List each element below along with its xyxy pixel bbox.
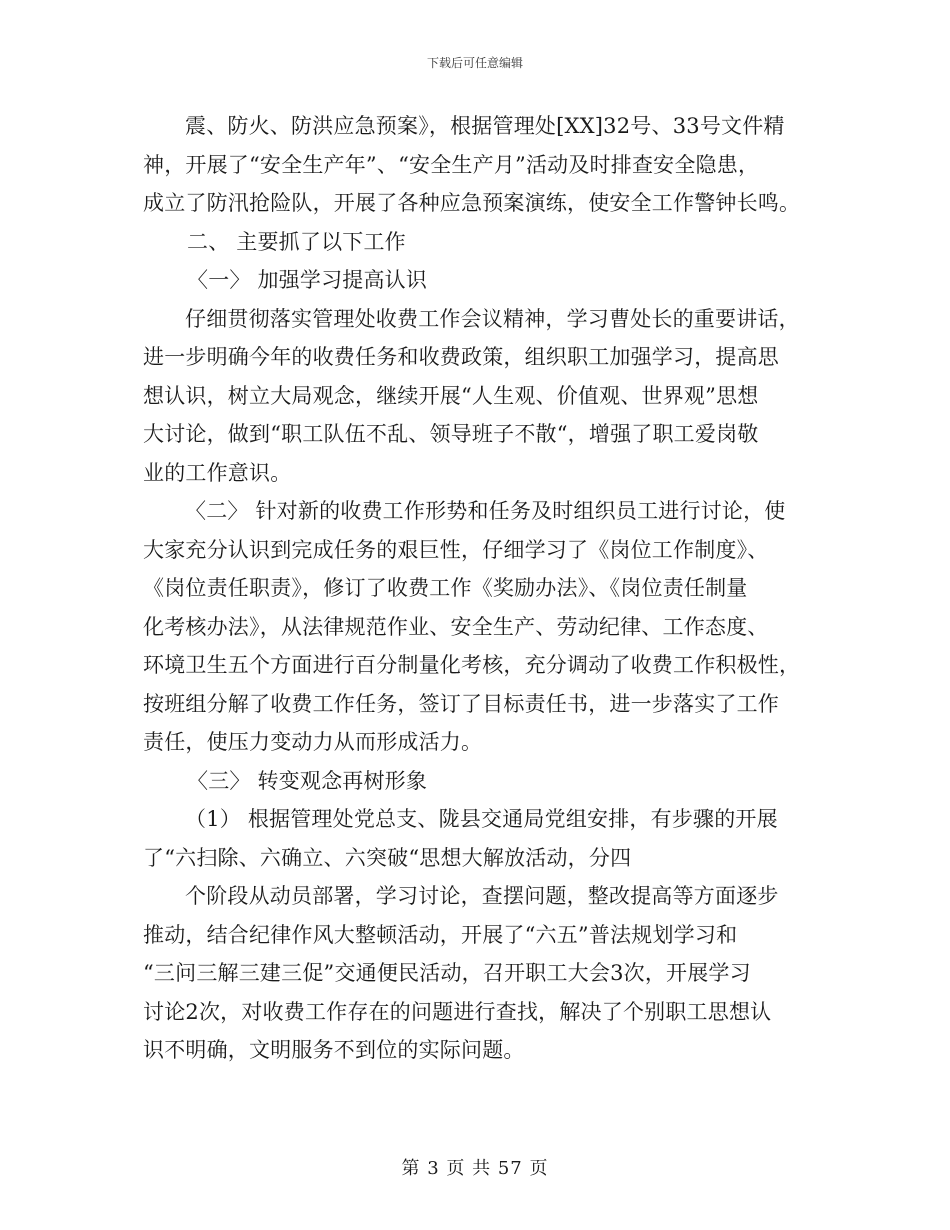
text-line: 震、防火、防洪应急预案》，根据管理处[XX]32号、33号文件精 — [185, 114, 785, 138]
text-line: 〈三〉 转变观念再树形象 — [187, 768, 428, 793]
text-line: 《岗位责任职责》，修订了收费工作《奖励办法》、《岗位责任制量 — [143, 576, 748, 600]
text-line: 仔细贯彻落实管理处收费工作会议精神，学习曹处长的重要讲话， — [185, 306, 800, 331]
text-line: （1） 根据管理处党总支、陇县交通局党组安排，有步骤的开展 — [185, 807, 778, 831]
text-line: 推动，结合纪律作风大整顿活动，开展了“六五”普法规划学习和 — [143, 922, 738, 947]
text-line: 识不明确，文明服务不到位的实际问题。 — [143, 1038, 525, 1062]
text-line: 二、 主要抓了以下工作 — [187, 229, 406, 254]
text-line: 想认识，树立大局观念，继续开展“人生观、价值观、世界观”思想 — [143, 383, 759, 408]
text-line: 神，开展了“安全生产年”、“安全生产月”活动及时排查安全隐患， — [143, 152, 760, 177]
page-header: 下载后可任意编辑 — [426, 56, 523, 70]
document-body — [143, 107, 808, 1070]
text-line: 讨论2次，对收费工作存在的问题进行查找，解决了个别职工思想认 — [143, 999, 772, 1024]
text-line: “三问三解三建三促”交通便民活动，召开职工大会3次，开展学习 — [143, 961, 751, 985]
text-line: 化考核办法》，从法律规范作业、安全生产、劳动纪律、工作态度、 — [143, 614, 769, 639]
text-line: 业的工作意识。 — [143, 460, 292, 485]
text-line: 〈二〉 针对新的收费工作形势和任务及时组织员工进行讨论，使 — [185, 499, 786, 523]
text-line: 按班组分解了收费工作任务，签订了目标责任书，进一步落实了工作 — [143, 691, 779, 716]
text-line: 个阶段从动员部署，学习讨论，查摆问题，整改提高等方面逐步 — [185, 884, 779, 908]
text-line: 成立了防汛抢险队，开展了各种应急预案演练，使安全工作警钟长鸣。 — [143, 191, 801, 215]
page-number: 第 3 页 共 57 页 — [401, 1158, 549, 1179]
text-line: 大家充分认识到完成任务的艰巨性，仔细学习了《岗位工作制度》、 — [143, 537, 769, 562]
text-line: 进一步明确今年的收费任务和收费政策，组织职工加强学习，提高思 — [143, 345, 779, 369]
text-line: 了“六扫除、六确立、六突破“思想大解放活动，分四 — [143, 845, 632, 870]
text-line: 责任，使压力变动力从而形成活力。 — [143, 730, 483, 754]
text-line: 大讨论，做到“职工队伍不乱、领导班子不散“，增强了职工爱岗敬 — [143, 422, 759, 446]
text-line: 〈一〉 加强学习提高认识 — [187, 268, 428, 292]
text-line: 环境卫生五个方面进行百分制量化考核，充分调动了收费工作积极性， — [143, 653, 801, 677]
